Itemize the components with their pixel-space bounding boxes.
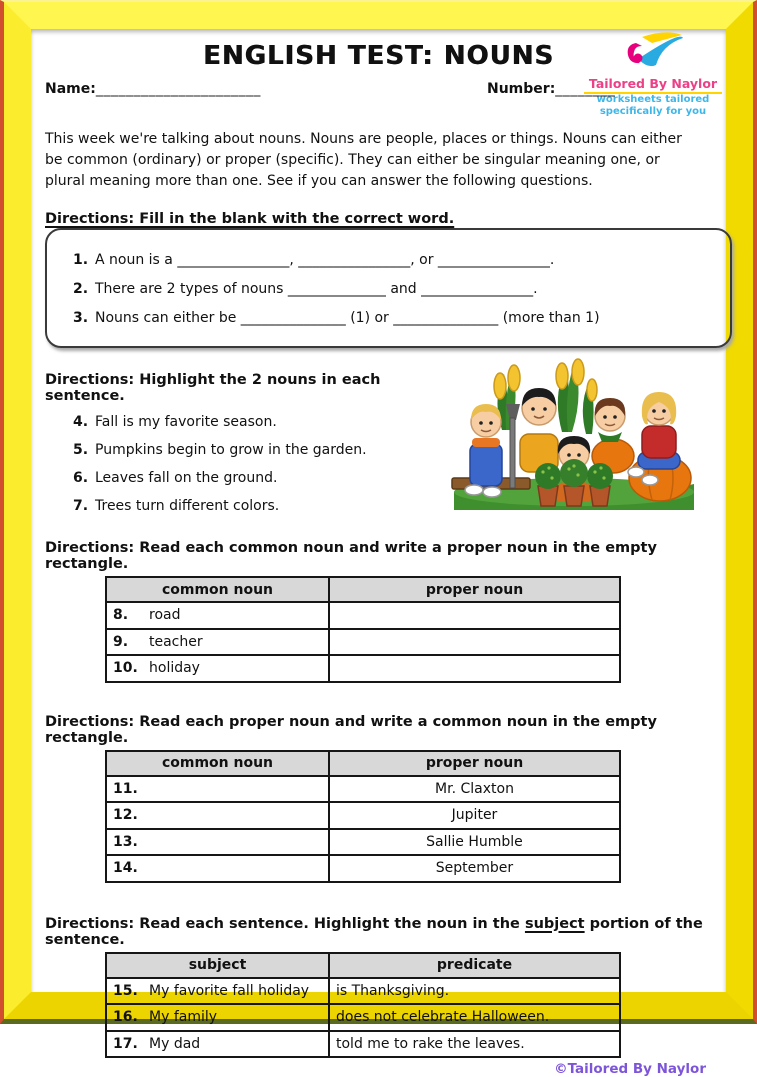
column-header-proper-noun: proper noun (329, 751, 620, 776)
column-header-common-noun: common noun (106, 751, 329, 776)
question-2 (73, 279, 722, 299)
predicate-value: is Thanksgiving. (329, 978, 620, 1005)
table-row (106, 978, 620, 1005)
question-number: 6. (73, 470, 89, 486)
directions-common-to-proper: Directions: Read each common noun and write a proper noun in the empty rectangle. (45, 540, 657, 572)
question-4 (73, 410, 450, 435)
table-row (106, 776, 620, 803)
question-number: 7. (73, 498, 89, 514)
table-row (106, 855, 620, 882)
fill-blank-box (45, 228, 732, 348)
row-number: 11. (113, 780, 138, 797)
subject-predicate-table (105, 952, 621, 1059)
table-row (106, 802, 620, 829)
proper-noun-answer-cell (329, 629, 620, 656)
question-text: Trees turn different colors. (95, 498, 280, 514)
column-header-subject: subject (106, 953, 329, 978)
predicate-value: does not celebrate Halloween. (329, 1004, 620, 1031)
table-row (106, 655, 620, 682)
predicate-value: told me to rake the leaves. (329, 1031, 620, 1058)
question-number: 3. (73, 310, 89, 326)
common-to-proper-section (45, 540, 712, 683)
directions-fill-blank: Directions: Fill in the blank with the correct word. (45, 211, 455, 227)
directions-underlined-word: subject (524, 915, 585, 932)
logo-swoosh-icon (622, 31, 684, 73)
question-text: A noun is a ________________, ________________, or ________________. (95, 252, 555, 268)
column-header-proper-noun: proper noun (329, 577, 620, 602)
row-number: 10. (113, 660, 138, 677)
row-number: 13. (113, 833, 138, 850)
subject-predicate-section (45, 916, 712, 1059)
intro-paragraph: This week we're talking about nouns. Nouns are people, places or things. Nouns can either be common (ordinary) or proper (specific). They can either be singular meaning one, or plural meaning more than one. See if you can answer the following questions. (45, 131, 682, 189)
worksheet-page (31, 29, 726, 1077)
table-header-row (106, 577, 620, 602)
name-number-row (45, 81, 712, 103)
page-title: ENGLISH TEST: NOUNS (202, 41, 555, 71)
number-blank-line: ________ (555, 81, 616, 97)
question-text: There are 2 types of nouns ______________ and ________________. (95, 281, 538, 297)
row-number: 17. (113, 1035, 138, 1052)
directions-subject-predicate (45, 916, 712, 948)
proper-noun-value: Mr. Claxton (329, 776, 620, 803)
highlight-section (45, 372, 712, 522)
proper-noun-answer-cell (329, 655, 620, 682)
subject-value: My dad (149, 1035, 201, 1052)
directions-highlight: Directions: Highlight the 2 nouns in each sentence. (45, 372, 381, 404)
common-noun-value: holiday (149, 660, 200, 677)
table-header-row (106, 751, 620, 776)
row-number: 15. (113, 982, 138, 999)
question-5 (73, 438, 450, 463)
logo-tagline-1: worksheets tailored (596, 94, 710, 106)
question-7 (73, 494, 450, 519)
logo-tagline-2: specifically for you (599, 105, 707, 117)
directions-text: portion of the sentence. (45, 915, 703, 948)
row-number: 16. (113, 1009, 138, 1026)
proper-to-common-section (45, 714, 712, 883)
directions-text: Directions: Read each sentence. Highlight the noun in the (45, 915, 525, 932)
table-row (106, 602, 620, 629)
proper-noun-answer-cell (329, 602, 620, 629)
name-blank-line: ______________________ (95, 81, 261, 97)
question-text: Leaves fall on the ground. (95, 470, 278, 486)
row-number: 9. (113, 633, 129, 650)
proper-noun-value: Jupiter (329, 802, 620, 829)
question-text: Fall is my favorite season. (95, 414, 277, 430)
question-6 (73, 466, 450, 491)
row-number: 12. (113, 807, 138, 824)
brand-logo (584, 31, 722, 117)
column-header-predicate: predicate (329, 953, 620, 978)
question-number: 1. (73, 252, 89, 268)
proper-to-common-table (105, 750, 621, 883)
name-label: Name: (45, 81, 96, 97)
table-row (106, 629, 620, 656)
table-header-row (106, 953, 620, 978)
question-number: 2. (73, 281, 89, 297)
row-number: 14. (113, 860, 138, 877)
question-3 (73, 308, 722, 328)
proper-noun-value: September (329, 855, 620, 882)
subject-value: My family (149, 1009, 218, 1026)
question-number: 4. (73, 414, 89, 430)
number-label: Number: (487, 81, 556, 97)
common-to-proper-table (105, 576, 621, 683)
proper-noun-value: Sallie Humble (329, 829, 620, 856)
row-number: 8. (113, 607, 129, 624)
table-row (106, 1031, 620, 1058)
question-1 (73, 250, 722, 270)
question-number: 5. (73, 442, 89, 458)
common-noun-value: teacher (149, 633, 203, 650)
children-fall-garden-clipart (450, 360, 698, 510)
question-text: Nouns can either be _______________ (1) or _______________ (more than 1) (95, 310, 600, 326)
logo-name: Tailored By Naylor (584, 77, 722, 94)
copyright-credit: ©Tailored By Naylor (554, 1061, 706, 1077)
common-noun-value: road (149, 607, 181, 624)
worksheet-frame (4, 2, 753, 1077)
column-header-common-noun: common noun (106, 577, 329, 602)
question-text: Pumpkins begin to grow in the garden. (95, 442, 367, 458)
subject-value: My favorite fall holiday (149, 982, 310, 999)
table-row (106, 1004, 620, 1031)
table-row (106, 829, 620, 856)
directions-proper-to-common: Directions: Read each proper noun and write a common noun in the empty rectangle. (45, 713, 657, 746)
